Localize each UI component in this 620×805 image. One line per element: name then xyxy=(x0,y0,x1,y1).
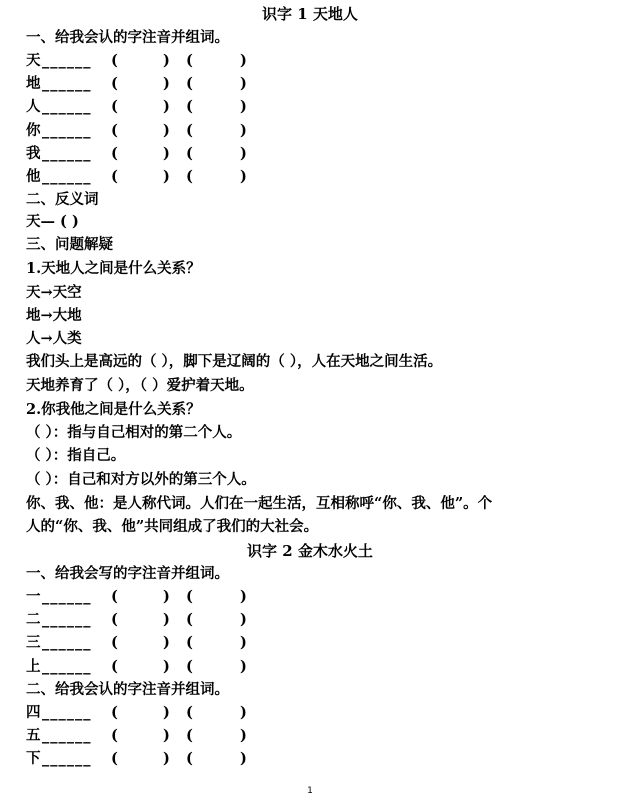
paren-right-2: ) xyxy=(240,144,247,162)
row-blank: ______ xyxy=(42,75,92,93)
paren-left-2: ( xyxy=(186,144,193,162)
page-number: 1 xyxy=(307,786,313,796)
paren-left-2: ( xyxy=(186,704,193,721)
row-blank: ______ xyxy=(42,727,92,745)
paren-left-1: ( xyxy=(111,588,118,605)
paren-right-1: ) xyxy=(163,611,170,629)
paren-left-1: ( xyxy=(111,657,118,675)
paren-left-1: ( xyxy=(111,704,118,721)
q1-line-2: 地→大地 xyxy=(26,307,82,324)
row-char: 他 xyxy=(26,168,41,185)
paren-right-1: ) xyxy=(163,75,170,93)
antonym-line: 天— ( ) xyxy=(26,213,79,230)
row-char: 五 xyxy=(26,727,41,745)
sec2-heading: 二、反义词 xyxy=(26,191,99,208)
paren-right-2: ) xyxy=(240,75,247,93)
q1-line-1: 天→天空 xyxy=(26,284,82,301)
row-blank: ______ xyxy=(42,52,92,69)
paren-left-2: ( xyxy=(186,727,193,745)
paren-right-1: ) xyxy=(163,704,170,721)
paren-left-1: ( xyxy=(111,750,118,768)
paren-left-1: ( xyxy=(111,144,118,162)
paren-left-2: ( xyxy=(186,588,193,605)
q2-line-1: （ ）：指与自己相对的第二个人。 xyxy=(26,424,242,441)
row-blank: ______ xyxy=(42,98,92,116)
paren-left-2: ( xyxy=(186,52,193,69)
paren-right-1: ) xyxy=(163,144,170,162)
row-char: 三 xyxy=(26,634,41,652)
question-1: 1.天地人之间是什么关系？ xyxy=(26,260,201,277)
q2-para-1: 你、我、他：是人称代词。人们在一起生活，互相称呼“你、我、他”。个 xyxy=(26,495,493,512)
q2-line-2: （ ）：指自己。 xyxy=(26,447,126,464)
paren-left-2: ( xyxy=(186,750,193,768)
paren-right-2: ) xyxy=(240,588,247,605)
paren-right-1: ) xyxy=(163,634,170,652)
paren-right-2: ) xyxy=(240,52,247,69)
q2-para-2: 人的“你、我、他”共同组成了我们的大社会。 xyxy=(26,518,319,535)
paren-left-1: ( xyxy=(111,611,118,629)
row-blank: ______ xyxy=(42,634,92,652)
paren-right-2: ) xyxy=(240,121,247,139)
row-blank: ______ xyxy=(42,750,92,768)
row-blank: ______ xyxy=(42,168,92,185)
paren-right-1: ) xyxy=(163,727,170,745)
paren-left-1: ( xyxy=(111,727,118,745)
row-char: 天 xyxy=(26,52,41,69)
row-blank: ______ xyxy=(42,121,92,139)
row-char: 我 xyxy=(26,144,41,162)
char-row xyxy=(26,97,247,117)
paren-right-1: ) xyxy=(163,750,170,768)
char-row xyxy=(26,633,247,653)
row-char: 人 xyxy=(26,98,41,116)
q1-fill-1: 我们头上是高远的（ ），脚下是辽阔的（ ），人在天地之间生活。 xyxy=(26,353,443,370)
char-row xyxy=(26,74,247,94)
paren-left-1: ( xyxy=(111,634,118,652)
row-blank: ______ xyxy=(42,704,92,721)
char-row xyxy=(26,587,247,607)
paren-left-1: ( xyxy=(111,52,118,69)
row-char: 四 xyxy=(26,704,41,721)
sec1-heading: 一、给我会认的字注音并组词。 xyxy=(26,29,229,46)
row-char: 一 xyxy=(26,588,41,605)
question-2: 2.你我他之间是什么关系？ xyxy=(26,401,201,418)
paren-left-1: ( xyxy=(111,75,118,93)
char-row xyxy=(26,144,247,164)
paren-right-2: ) xyxy=(240,727,247,745)
paren-right-1: ) xyxy=(163,168,170,185)
paren-right-2: ) xyxy=(240,657,247,675)
paren-left-2: ( xyxy=(186,98,193,116)
row-char: 你 xyxy=(26,121,41,139)
paren-left-1: ( xyxy=(111,98,118,116)
paren-left-2: ( xyxy=(186,634,193,652)
char-row xyxy=(26,726,247,746)
q2-line-3: （ ）：自己和对方以外的第三个人。 xyxy=(26,471,256,488)
q1-fill-2: 天地养育了（ ），（ ）爱护着天地。 xyxy=(26,377,254,394)
row-char: 地 xyxy=(26,75,41,93)
paren-right-2: ) xyxy=(240,634,247,652)
paren-left-2: ( xyxy=(186,611,193,629)
row-char: 上 xyxy=(26,657,41,675)
sec4-heading: 一、给我会写的字注音并组词。 xyxy=(26,565,229,582)
paren-right-2: ) xyxy=(240,611,247,629)
char-row xyxy=(26,703,247,723)
paren-left-1: ( xyxy=(111,168,118,185)
char-row xyxy=(26,121,247,141)
paren-right-1: ) xyxy=(163,121,170,139)
paren-right-1: ) xyxy=(163,657,170,675)
char-row xyxy=(26,167,247,187)
paren-left-2: ( xyxy=(186,75,193,93)
paren-right-2: ) xyxy=(240,168,247,185)
paren-right-1: ) xyxy=(163,52,170,69)
paren-right-2: ) xyxy=(240,750,247,768)
row-blank: ______ xyxy=(42,144,92,162)
paren-left-2: ( xyxy=(186,657,193,675)
char-row xyxy=(26,657,247,677)
paren-right-1: ) xyxy=(163,98,170,116)
sec5-heading: 二、给我会认的字注音并组词。 xyxy=(26,681,229,698)
char-row xyxy=(26,51,247,71)
char-row xyxy=(26,749,247,769)
row-blank: ______ xyxy=(42,657,92,675)
lesson1-title: 识字 1 天地人 xyxy=(262,5,358,23)
row-blank: ______ xyxy=(42,611,92,629)
paren-left-2: ( xyxy=(186,168,193,185)
paren-right-2: ) xyxy=(240,704,247,721)
lesson2-title: 识字 2 金木水火土 xyxy=(247,542,373,560)
sec3-heading: 三、问题解疑 xyxy=(26,236,113,253)
row-char: 二 xyxy=(26,611,41,629)
q1-line-3: 人→人类 xyxy=(26,330,82,347)
paren-left-2: ( xyxy=(186,121,193,139)
paren-right-2: ) xyxy=(240,98,247,116)
paren-left-1: ( xyxy=(111,121,118,139)
row-char: 下 xyxy=(26,750,41,768)
row-blank: ______ xyxy=(42,588,92,605)
char-row xyxy=(26,610,247,630)
paren-right-1: ) xyxy=(163,588,170,605)
